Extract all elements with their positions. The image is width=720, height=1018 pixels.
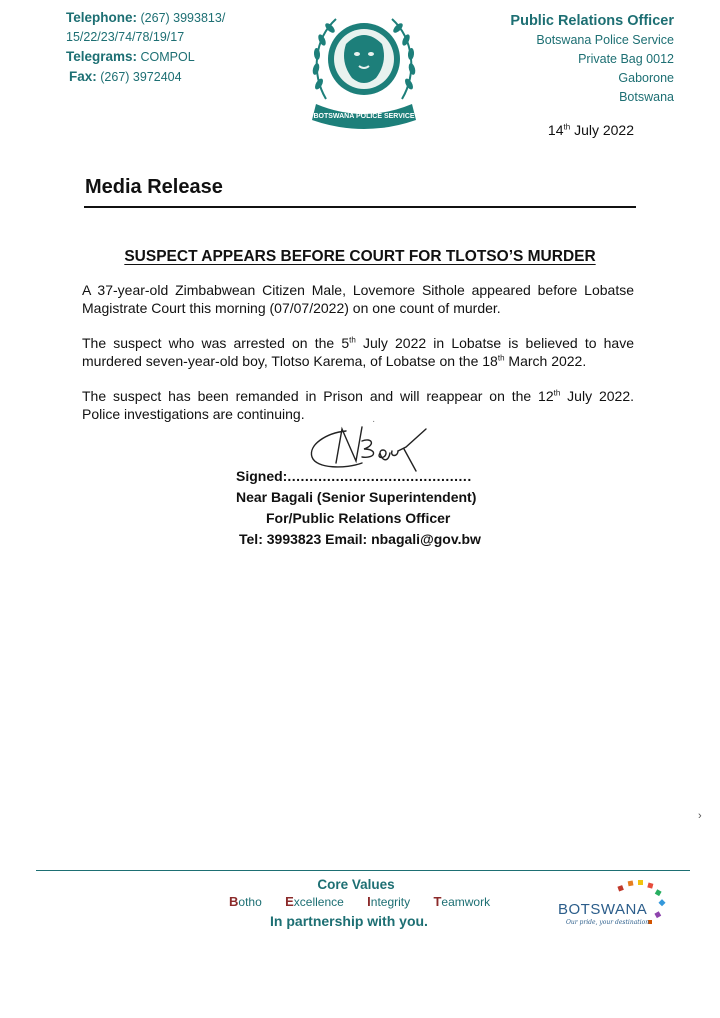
address-line-3: Gaborone [618,71,674,85]
paragraph-3: The suspect has been remanded in Prison and will reappear on the 12th July 2022. Police investigations are continuing. [82,388,634,422]
date-suffix: th [563,122,571,132]
headline-text: SUSPECT APPEARS BEFORE COURT FOR TLOTSO’S MURDER [124,248,596,265]
core-values-list [229,894,510,909]
scan-mark: · [372,416,376,427]
botswana-brand-tagline: Our pride, your destination [566,919,650,926]
signature-dots: .......................................... [287,468,472,484]
address-line-2: Private Bag 0012 [578,52,674,66]
release-date [548,122,634,138]
police-crest-logo [306,4,422,136]
telephone-label: Telephone: [66,10,138,25]
edge-mark: › [698,810,702,822]
crest-banner-text: BOTSWANA POLICE SERVICE [313,113,415,120]
tel-value: 3993823 [266,531,322,547]
date-day: 14 [547,122,564,138]
footer-divider [36,870,690,871]
core-values-title: Core Values [317,877,395,892]
email-label: Email: [325,531,368,547]
telegrams-label: Telegrams: [66,49,138,64]
address-block [510,12,674,107]
title-divider [84,206,636,208]
tel-label: Tel: [239,531,263,547]
signatory-role: For/Public Relations Officer [266,510,451,526]
address-line-1: Botswana Police Service [536,33,674,47]
fax-label: Fax: [69,69,97,84]
office-title: Public Relations Officer [510,13,674,29]
telephone-extensions: 15/22/23/74/78/19/17 [66,30,185,44]
paragraph-1: A 37-year-old Zimbabwean Citizen Male, Lovemore Sithole appeared before Lobatse Magistrate Court this morning (07/07/2022) on one count of murder. [82,282,634,316]
signatory-name: Near Bagali (Senior Superintendent) [236,489,477,505]
botswana-brand-name: BOTSWANA [558,901,648,918]
media-release-title: Media Release [85,176,223,198]
telegrams-value: COMPOL [140,50,195,64]
value-botho: Botho [229,894,262,909]
address-line-4: Botswana [619,90,674,104]
partnership-tagline: In partnership with you. [270,913,428,929]
paragraph-2: The suspect who was arrested on the 5th July 2022 in Lobatse is believed to have murdered seven-year-old boy, Tlotso Karema, of Lobatse on the 18th March 2022. [82,335,635,369]
value-teamwork: Teamwork [433,894,491,909]
contact-block [66,8,225,87]
value-excellence: Excellence [285,894,344,909]
fax-value: (267) 3972404 [100,70,182,84]
telephone-value: (267) 3993813/ [140,11,226,25]
headline [0,248,720,266]
signature-block [236,466,481,550]
date-month-year: July 2022 [574,122,634,138]
email-value[interactable]: nbagali@gov.bw [371,531,481,547]
signed-label: Signed: [236,468,288,484]
value-integrity: Integrity [367,894,411,909]
